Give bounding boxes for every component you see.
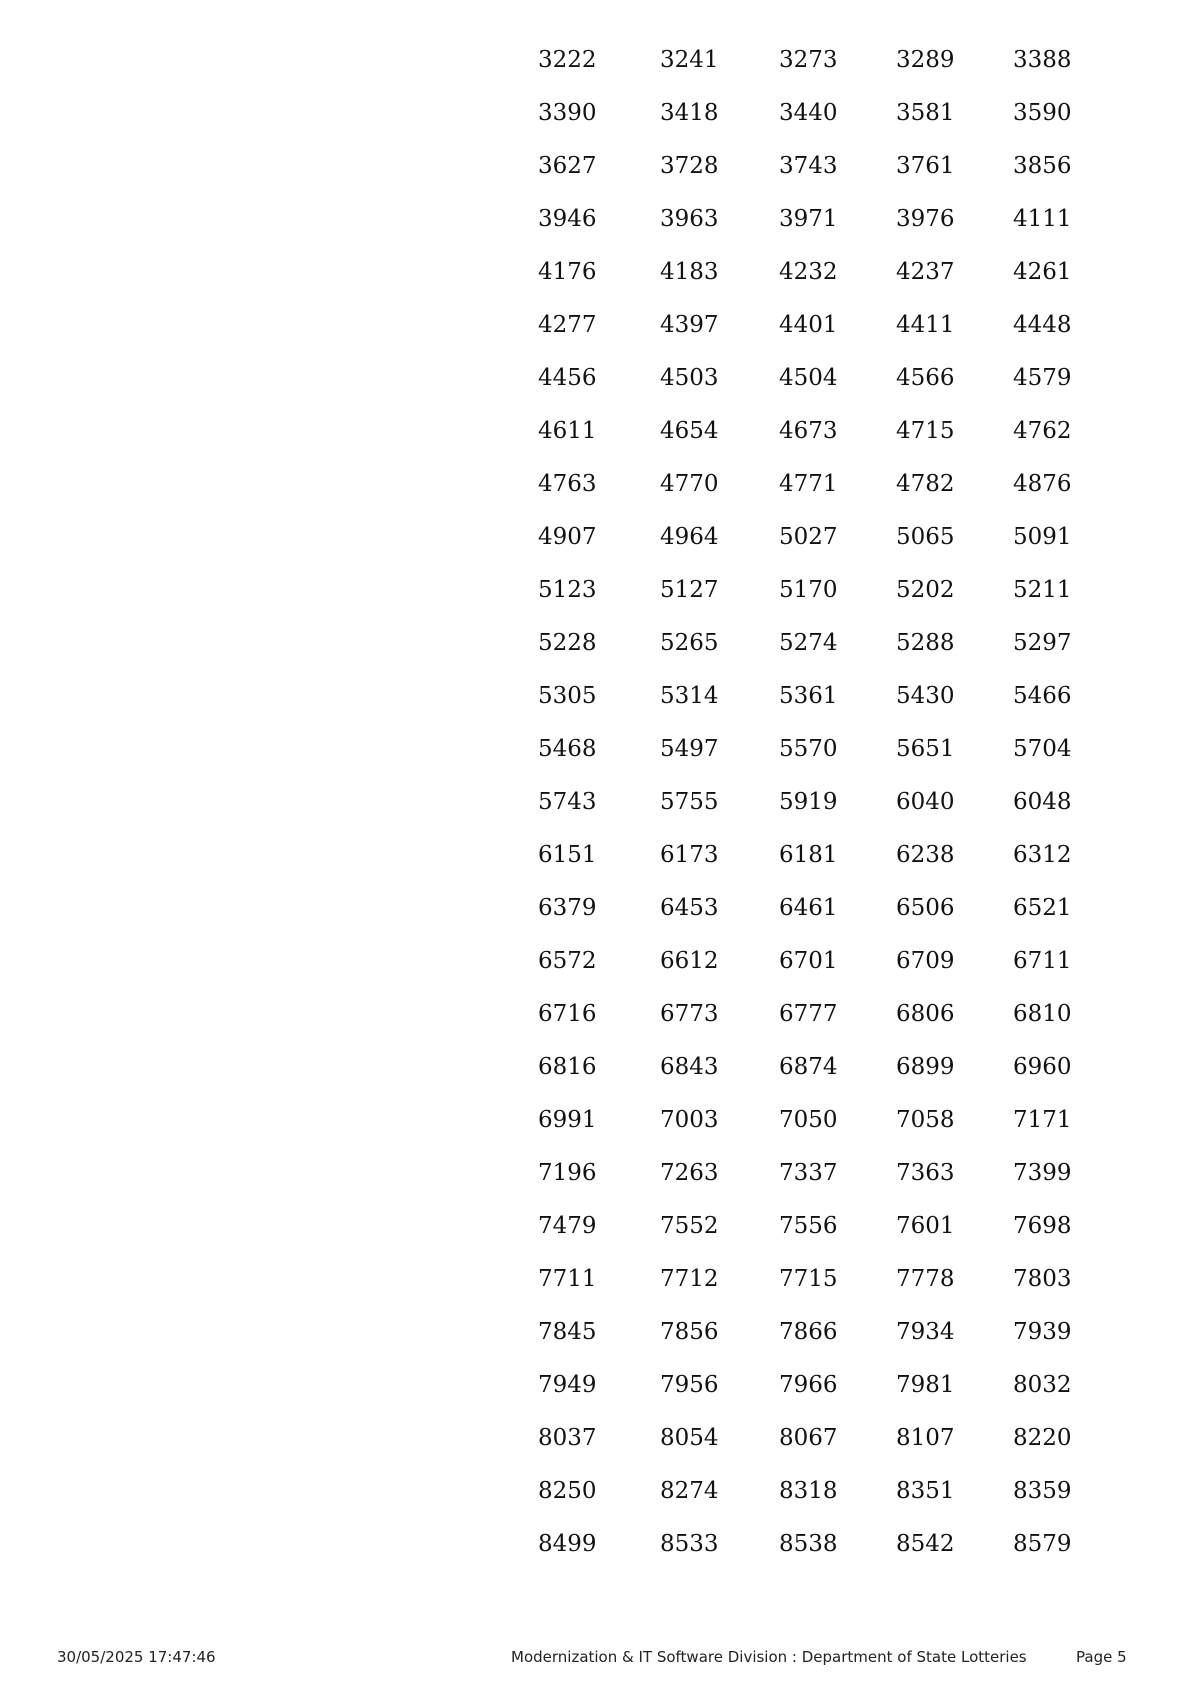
- ticket-number: 5274: [779, 630, 838, 656]
- ticket-number: 5919: [779, 789, 838, 815]
- ticket-number: 4237: [896, 259, 955, 285]
- ticket-number: 5314: [660, 683, 719, 709]
- ticket-number: 4673: [779, 418, 838, 444]
- ticket-number: 3418: [660, 100, 719, 126]
- ticket-number: 6151: [538, 842, 597, 868]
- ticket-number: 5065: [896, 524, 955, 550]
- ticket-number: 7479: [538, 1213, 597, 1239]
- ticket-number: 6709: [896, 948, 955, 974]
- ticket-number: 8499: [538, 1531, 597, 1557]
- number-row: [500, 888, 1100, 941]
- ticket-number: 4504: [779, 365, 838, 391]
- ticket-number: 5651: [896, 736, 955, 762]
- number-row: [500, 1047, 1100, 1100]
- ticket-number: 5497: [660, 736, 719, 762]
- ticket-number: 3590: [1013, 100, 1072, 126]
- ticket-number: 5202: [896, 577, 955, 603]
- ticket-number: 5297: [1013, 630, 1072, 656]
- ticket-number: 6711: [1013, 948, 1072, 974]
- ticket-number: 4763: [538, 471, 597, 497]
- ticket-number: 3963: [660, 206, 719, 232]
- ticket-number: 5123: [538, 577, 597, 603]
- ticket-number: 6810: [1013, 1001, 1072, 1027]
- ticket-number: 4770: [660, 471, 719, 497]
- ticket-number: 6816: [538, 1054, 597, 1080]
- ticket-number: 4579: [1013, 365, 1072, 391]
- ticket-number: 5361: [779, 683, 838, 709]
- ticket-number: 4782: [896, 471, 955, 497]
- ticket-number: 8533: [660, 1531, 719, 1557]
- ticket-number: 8220: [1013, 1425, 1072, 1451]
- ticket-number: 5170: [779, 577, 838, 603]
- ticket-number: 6960: [1013, 1054, 1072, 1080]
- number-row: [500, 994, 1100, 1047]
- number-row: [500, 40, 1100, 93]
- footer-timestamp: 30/05/2025 17:47:46: [57, 1648, 216, 1666]
- ticket-number: 5570: [779, 736, 838, 762]
- ticket-number: 4715: [896, 418, 955, 444]
- ticket-number: 5091: [1013, 524, 1072, 550]
- number-row: [500, 1206, 1100, 1259]
- number-row: [500, 464, 1100, 517]
- number-row: [500, 1153, 1100, 1206]
- ticket-number: 6701: [779, 948, 838, 974]
- ticket-number: 5288: [896, 630, 955, 656]
- ticket-number: 3728: [660, 153, 719, 179]
- ticket-number: 4654: [660, 418, 719, 444]
- ticket-number: 7552: [660, 1213, 719, 1239]
- ticket-number: 4183: [660, 259, 719, 285]
- ticket-number: 6777: [779, 1001, 838, 1027]
- ticket-number: 7601: [896, 1213, 955, 1239]
- ticket-number: 3946: [538, 206, 597, 232]
- ticket-number: 6612: [660, 948, 719, 974]
- ticket-number: 5430: [896, 683, 955, 709]
- number-row: [500, 305, 1100, 358]
- ticket-number: 4456: [538, 365, 597, 391]
- number-row: [500, 623, 1100, 676]
- ticket-number: 7698: [1013, 1213, 1072, 1239]
- ticket-number: 3581: [896, 100, 955, 126]
- ticket-number: 6843: [660, 1054, 719, 1080]
- ticket-number: 3761: [896, 153, 955, 179]
- ticket-number: 7949: [538, 1372, 597, 1398]
- ticket-number: 3273: [779, 47, 838, 73]
- ticket-number: 4261: [1013, 259, 1072, 285]
- ticket-number: 7263: [660, 1160, 719, 1186]
- ticket-number: 5127: [660, 577, 719, 603]
- ticket-number: 3743: [779, 153, 838, 179]
- ticket-number: 8067: [779, 1425, 838, 1451]
- ticket-number: 7715: [779, 1266, 838, 1292]
- ticket-number: 4397: [660, 312, 719, 338]
- ticket-number: 6521: [1013, 895, 1072, 921]
- ticket-number: 5743: [538, 789, 597, 815]
- ticket-number: 8274: [660, 1478, 719, 1504]
- ticket-number: 4448: [1013, 312, 1072, 338]
- ticket-number: 8037: [538, 1425, 597, 1451]
- ticket-number: 7556: [779, 1213, 838, 1239]
- ticket-number: 6181: [779, 842, 838, 868]
- number-row: [500, 252, 1100, 305]
- ticket-number: 8032: [1013, 1372, 1072, 1398]
- ticket-number: 3222: [538, 47, 597, 73]
- number-row: [500, 835, 1100, 888]
- ticket-number: 4111: [1013, 206, 1072, 232]
- ticket-number: 6379: [538, 895, 597, 921]
- ticket-number: 5228: [538, 630, 597, 656]
- number-row: [500, 517, 1100, 570]
- ticket-number: 6048: [1013, 789, 1072, 815]
- ticket-number: 6312: [1013, 842, 1072, 868]
- ticket-number: 6040: [896, 789, 955, 815]
- ticket-number: 6506: [896, 895, 955, 921]
- ticket-number: 7196: [538, 1160, 597, 1186]
- ticket-number: 5305: [538, 683, 597, 709]
- ticket-number: 3388: [1013, 47, 1072, 73]
- number-row: [500, 1471, 1100, 1524]
- ticket-number: 3289: [896, 47, 955, 73]
- ticket-number: 7171: [1013, 1107, 1072, 1133]
- number-row: [500, 93, 1100, 146]
- ticket-number: 6461: [779, 895, 838, 921]
- number-row: [500, 676, 1100, 729]
- ticket-number: 7711: [538, 1266, 597, 1292]
- ticket-number: 3976: [896, 206, 955, 232]
- ticket-number: 8538: [779, 1531, 838, 1557]
- ticket-number: 8107: [896, 1425, 955, 1451]
- number-row: [500, 358, 1100, 411]
- ticket-number: 5265: [660, 630, 719, 656]
- ticket-number: 8542: [896, 1531, 955, 1557]
- ticket-number: 4762: [1013, 418, 1072, 444]
- ticket-number: 4611: [538, 418, 597, 444]
- ticket-number: 3856: [1013, 153, 1072, 179]
- number-row: [500, 570, 1100, 623]
- ticket-number: 5027: [779, 524, 838, 550]
- ticket-number: 7803: [1013, 1266, 1072, 1292]
- ticket-number: 4771: [779, 471, 838, 497]
- ticket-number: 7337: [779, 1160, 838, 1186]
- ticket-number: 4503: [660, 365, 719, 391]
- number-row: [500, 941, 1100, 994]
- ticket-number: 5466: [1013, 683, 1072, 709]
- number-row: [500, 1259, 1100, 1312]
- ticket-number: 8250: [538, 1478, 597, 1504]
- number-row: [500, 729, 1100, 782]
- ticket-number: 7981: [896, 1372, 955, 1398]
- ticket-number: 7934: [896, 1319, 955, 1345]
- ticket-number: 7712: [660, 1266, 719, 1292]
- ticket-number: 7866: [779, 1319, 838, 1345]
- ticket-number: 3241: [660, 47, 719, 73]
- ticket-number: 3971: [779, 206, 838, 232]
- number-row: [500, 1524, 1100, 1577]
- ticket-number: 4964: [660, 524, 719, 550]
- number-row: [500, 1312, 1100, 1365]
- number-row: [500, 1418, 1100, 1471]
- ticket-number: 6173: [660, 842, 719, 868]
- ticket-number: 4876: [1013, 471, 1072, 497]
- ticket-number: 4907: [538, 524, 597, 550]
- ticket-number: 6572: [538, 948, 597, 974]
- ticket-number: 7058: [896, 1107, 955, 1133]
- ticket-number: 7939: [1013, 1319, 1072, 1345]
- ticket-number: 7966: [779, 1372, 838, 1398]
- footer-division: Modernization & IT Software Division : Department of State Lotteries: [511, 1648, 1027, 1666]
- ticket-number: 3390: [538, 100, 597, 126]
- ticket-number: 8054: [660, 1425, 719, 1451]
- ticket-number: 5211: [1013, 577, 1072, 603]
- number-row: [500, 199, 1100, 252]
- ticket-number: 3627: [538, 153, 597, 179]
- ticket-number: 7778: [896, 1266, 955, 1292]
- ticket-number: 6899: [896, 1054, 955, 1080]
- ticket-number: 7845: [538, 1319, 597, 1345]
- ticket-number: 5468: [538, 736, 597, 762]
- number-row: [500, 782, 1100, 835]
- ticket-number: 8359: [1013, 1478, 1072, 1504]
- number-row: [500, 411, 1100, 464]
- ticket-number: 7050: [779, 1107, 838, 1133]
- number-row: [500, 1100, 1100, 1153]
- ticket-number: 7856: [660, 1319, 719, 1345]
- ticket-number: 6238: [896, 842, 955, 868]
- ticket-number: 4401: [779, 312, 838, 338]
- number-row: [500, 146, 1100, 199]
- ticket-number: 4411: [896, 312, 955, 338]
- ticket-number: 8318: [779, 1478, 838, 1504]
- ticket-number: 6716: [538, 1001, 597, 1027]
- ticket-number: 6874: [779, 1054, 838, 1080]
- winning-numbers-grid: [500, 40, 1100, 1577]
- ticket-number: 6773: [660, 1001, 719, 1027]
- ticket-number: 7956: [660, 1372, 719, 1398]
- ticket-number: 4232: [779, 259, 838, 285]
- ticket-number: 4277: [538, 312, 597, 338]
- ticket-number: 7399: [1013, 1160, 1072, 1186]
- ticket-number: 7003: [660, 1107, 719, 1133]
- ticket-number: 6453: [660, 895, 719, 921]
- ticket-number: 7363: [896, 1160, 955, 1186]
- ticket-number: 6806: [896, 1001, 955, 1027]
- ticket-number: 5704: [1013, 736, 1072, 762]
- ticket-number: 4566: [896, 365, 955, 391]
- number-row: [500, 1365, 1100, 1418]
- ticket-number: 3440: [779, 100, 838, 126]
- footer-page-number: Page 5: [1076, 1648, 1127, 1666]
- ticket-number: 6991: [538, 1107, 597, 1133]
- ticket-number: 4176: [538, 259, 597, 285]
- ticket-number: 5755: [660, 789, 719, 815]
- ticket-number: 8351: [896, 1478, 955, 1504]
- ticket-number: 8579: [1013, 1531, 1072, 1557]
